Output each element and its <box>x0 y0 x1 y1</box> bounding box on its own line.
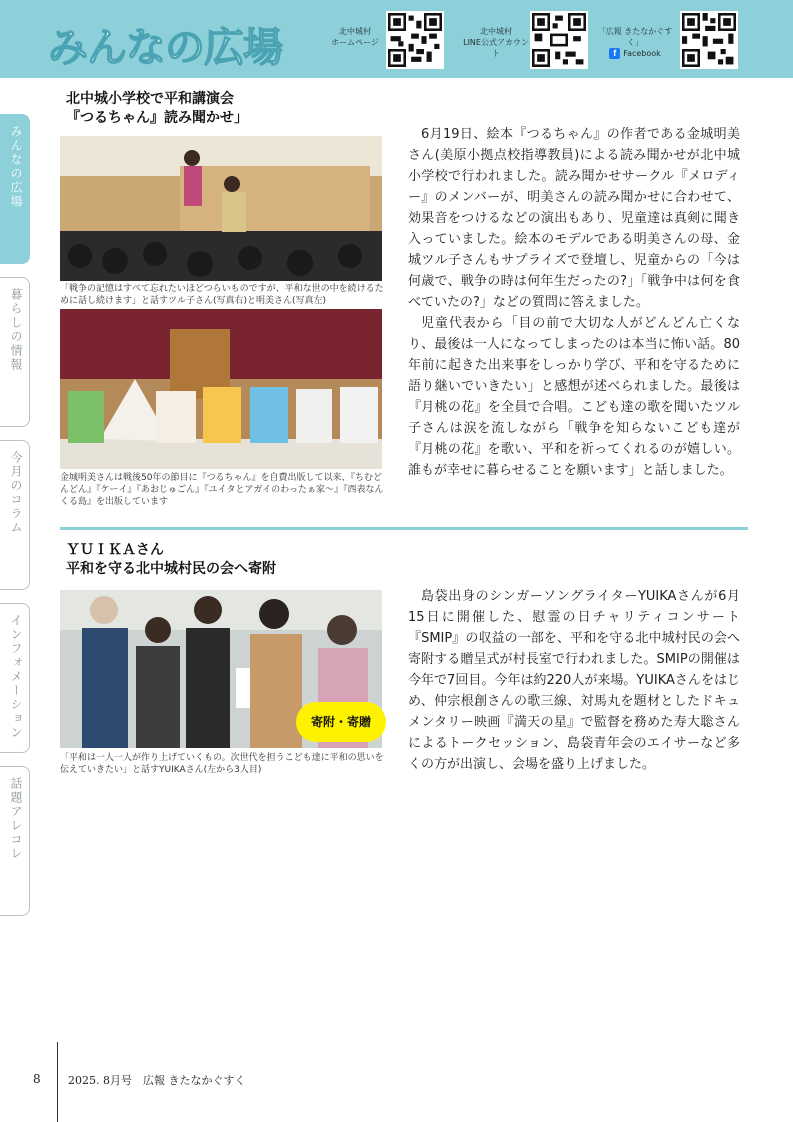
article1-title-line2: 『つるちゃん』読み聞かせ」 <box>66 110 248 126</box>
qr-code-icon <box>532 13 586 67</box>
article2-title-line1: ＹＵＩＫＡさん <box>66 542 164 558</box>
qr-label-homepage: 北中城村 ホームページ <box>331 27 379 47</box>
article2-heading <box>66 541 386 579</box>
section-title: みんなの広場 <box>48 25 282 71</box>
article1-photo-reading <box>60 136 382 281</box>
qr-code-line[interactable] <box>530 11 588 69</box>
side-tab-wadai-arekore[interactable] <box>0 766 30 916</box>
side-tab-minna-no-hiroba[interactable] <box>0 114 30 264</box>
article1-title-line1: 北中城小学校で平和講演会 <box>66 91 234 107</box>
qr-code-icon <box>682 13 736 67</box>
page-header <box>0 0 793 78</box>
article2-title-line2: 平和を守る北中城村民の会へ寄附 <box>66 561 276 577</box>
section-divider <box>60 527 748 530</box>
article1-body <box>408 124 740 481</box>
article1-paragraph1: 6月19日、絵本『つるちゃん』の作者である金城明美さん(美原小拠点校指導教員)による読み聞かせが北中城小学校で行われました。読み聞かせサークル『メロディー』のメンバーが、明美さんの読み聞かせに合わせて、効果音をつけるなどの演出もあり、児童達は真剣に聞き入っていました。絵本のモデルである明美さんの母、金城ツル子さんもサプライズで登壇し、児童からの「今は何歳で、戦争の時は何年生だったの?」「戦争中は何を食べていたの?」などの質問に答えました。 <box>408 127 740 310</box>
facebook-icon: f <box>609 48 620 59</box>
side-tab-label: 話題アレコレ <box>9 777 23 861</box>
article1-caption2: 金城明美さんは戦後50年の節目に『つるちゃん』を自費出版して以来、『ちむどんどん』『ケーイ』『あおじゅごん』『ユイタとアガイのわったぁ家〜』『西表なんくる島』を出版しています <box>60 473 384 507</box>
qr-label-line: 北中城村 LINE公式アカウント <box>463 27 529 58</box>
side-tab-label: 今月のコラム <box>9 451 23 535</box>
article1-caption1: 「戦争の記憶はすべて忘れたいほどつらいものですが、平和な世の中を続けるために話し続けます」と話すツル子さん(写真右)と明美さん(写真左) <box>60 284 384 306</box>
article2-paragraph: 島袋出身のシンガーソングライターYUIKAさんが6月15日に開催した、慰霊の日チャリティコンサート『SMIP』の収益の一部を、平和を守る北中城村民の会へ寄附する贈呈式が村長室で行われました。SMIPの開催は今年で7回目。今年は約220人が来場。YUIKAさんをはじめ、仲宗根創さんの歌三線、対馬丸を題材としたドキュメンタリー映画『満天の星』で監督を務めた寿大聡さんによるトークセッション、島袋青年会のエイサーなど多くの方が出演し、会場を盛り上げました。 <box>408 589 740 772</box>
donation-badge: 寄附・寄贈 <box>296 702 386 742</box>
article1-paragraph2: 児童代表から「目の前で大切な人がどんどん亡くなり、最後は一人になってしまったのは本当に怖い話。80年前に起きた出来事をしっかり学び、平和を守るために語り継いでいきたい」と感想が述べられました。最後は『月桃の花』を全員で合唱。こども達の歌を聞いたツル子さんは涙を流しながら「戦争を知らないこども達が『月桃の花』を歌い、平和を祈ってくれるのが嬉しい。誰もが幸せに暮らせることを願います」と話しました。 <box>408 316 740 478</box>
side-tab-label: 暮らしの情報 <box>9 288 23 372</box>
qr-code-homepage[interactable] <box>386 11 444 69</box>
article2-body <box>408 586 740 775</box>
article2-caption: 「平和は一人一人が作り上げていくもの。次世代を担うこども達に平和の思いを伝えていきたい」と話すYUIKAさん(左から3人目) <box>60 753 384 775</box>
article1-photo-books <box>60 309 382 469</box>
qr-code-icon <box>388 13 442 67</box>
article1-heading <box>66 90 386 128</box>
qr-label-facebook: 「広報 きたなかぐすく」 f Facebook <box>597 27 673 58</box>
side-tab-label: インフォメーション <box>9 614 23 740</box>
side-tab-kurashi-no-joho[interactable] <box>0 277 30 427</box>
side-tab-kongetsu-no-column[interactable] <box>0 440 30 590</box>
qr-code-facebook[interactable] <box>680 11 738 69</box>
issue-label: 2025. 8月号 広報 きたなかぐすく <box>68 1074 246 1087</box>
page-number: 8 <box>33 1072 41 1086</box>
footer-rule <box>57 1042 58 1122</box>
side-tab-label: みんなの広場 <box>9 125 23 209</box>
side-tab-information[interactable] <box>0 603 30 753</box>
